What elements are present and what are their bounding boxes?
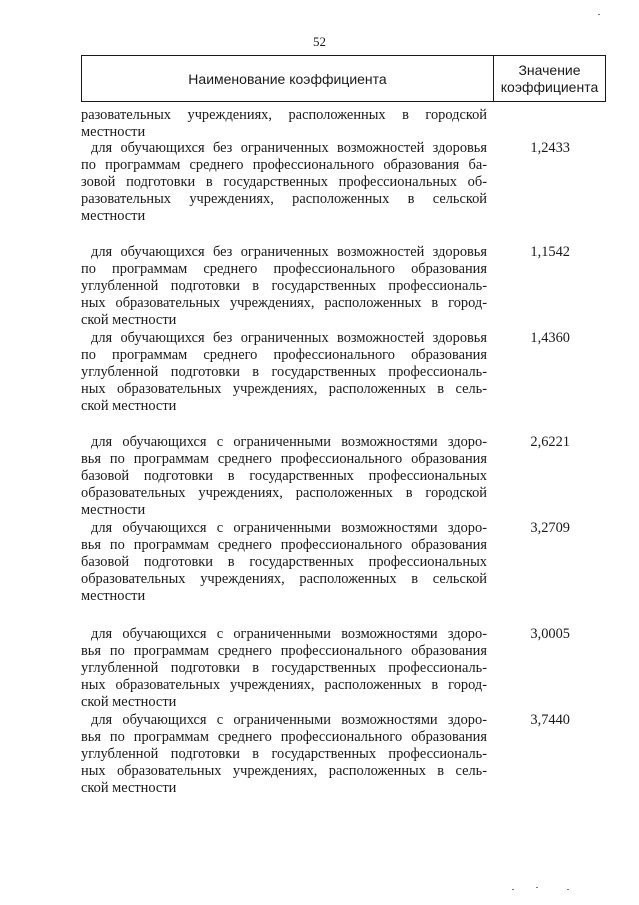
text-line: ской местности (81, 780, 177, 797)
coefficient-name (81, 434, 487, 519)
table-row (81, 107, 606, 141)
text-line: ных образовательных учреждениях, расположенных в город- (81, 295, 487, 312)
coefficient-name (81, 712, 487, 797)
table-row (81, 712, 606, 797)
scan-speck (536, 887, 538, 888)
text-line: для обучающихся без ограниченных возможностей здоровья (91, 140, 487, 156)
scan-speck (567, 889, 569, 890)
text-line: разовательных учреждениях, расположенных в городской (81, 107, 487, 123)
text-line: зовой подготовки в государственных профессиональных об- (81, 174, 487, 191)
text-line: образовательных учреждениях, расположенных в сельской (81, 571, 487, 588)
text-line: углубленной подготовки в государственных профессиональ- (81, 660, 487, 677)
coefficient-value: 3,7440 (530, 712, 570, 728)
table-row (81, 434, 606, 519)
coefficient-name (81, 140, 487, 225)
coefficient-name (81, 107, 487, 141)
page-number: 52 (313, 34, 326, 49)
text-line: для обучающихся с ограниченными возможностями здоро- (91, 626, 487, 642)
coefficient-name (81, 244, 487, 329)
column-header-name: Наименование коэффициента (82, 56, 494, 101)
text-line: местности (81, 588, 146, 605)
text-line: по программам среднего профессионального образования (81, 347, 487, 364)
text-line: вья по программам среднего профессионального образования (81, 537, 487, 554)
text-line: вья по программам среднего профессионального образования (81, 643, 487, 660)
text-line: ской местности (81, 312, 177, 329)
text-line: ных образовательных учреждениях, расположенных в сель- (81, 763, 487, 780)
table-row (81, 330, 606, 415)
table-row (81, 244, 606, 329)
text-line: для обучающихся с ограниченными возможностями здоро- (91, 520, 487, 536)
text-line: для обучающихся с ограниченными возможностями здоро- (91, 434, 487, 450)
coefficient-value: 1,1542 (530, 244, 570, 260)
coefficient-value: 1,2433 (530, 140, 570, 156)
text-line: по программам среднего профессионального образования (81, 261, 487, 278)
scan-speck (512, 889, 514, 890)
text-line: углубленной подготовки в государственных профессиональ- (81, 278, 487, 295)
scan-speck (598, 14, 600, 15)
text-line: вья по программам среднего профессионального образования (81, 729, 487, 746)
text-line: ской местности (81, 398, 177, 415)
text-line: местности (81, 124, 146, 141)
text-line: для обучающихся с ограниченными возможностями здоро- (91, 712, 487, 728)
coefficient-name (81, 626, 487, 711)
text-line: углубленной подготовки в государственных профессиональ- (81, 746, 487, 763)
coefficient-value: 3,0005 (530, 626, 570, 642)
text-line: по программам среднего профессионального образования ба- (81, 157, 487, 174)
coefficient-name (81, 330, 487, 415)
text-line: углубленной подготовки в государственных профессиональ- (81, 364, 487, 381)
coefficient-value (487, 107, 606, 141)
text-line: ных образовательных учреждениях, расположенных в город- (81, 677, 487, 694)
text-line: вья по программам среднего профессионального образования (81, 451, 487, 468)
text-line: для обучающихся без ограниченных возможностей здоровья (91, 330, 487, 346)
text-line: ных образовательных учреждениях, расположенных в сель- (81, 381, 487, 398)
text-line: базовой подготовки в государственных профессиональных (81, 554, 487, 571)
text-line: для обучающихся без ограниченных возможностей здоровья (91, 244, 487, 260)
text-line: разовательных учреждениях, расположенных в сельской (81, 191, 487, 208)
table-row (81, 626, 606, 711)
coefficient-value: 2,6221 (530, 434, 570, 450)
coefficient-name (81, 520, 487, 605)
text-line: местности (81, 502, 146, 519)
coefficient-value: 1,4360 (530, 330, 570, 346)
text-line: образовательных учреждениях, расположенных в городской (81, 485, 487, 502)
column-header-value: Значение коэффициента (500, 61, 599, 95)
text-line: базовой подготовки в государственных профессиональных (81, 468, 487, 485)
text-line: ской местности (81, 694, 177, 711)
table-row (81, 140, 606, 225)
coefficient-value: 3,2709 (530, 520, 570, 536)
table-row (81, 520, 606, 605)
text-line: местности (81, 208, 146, 225)
table-header (81, 55, 606, 102)
